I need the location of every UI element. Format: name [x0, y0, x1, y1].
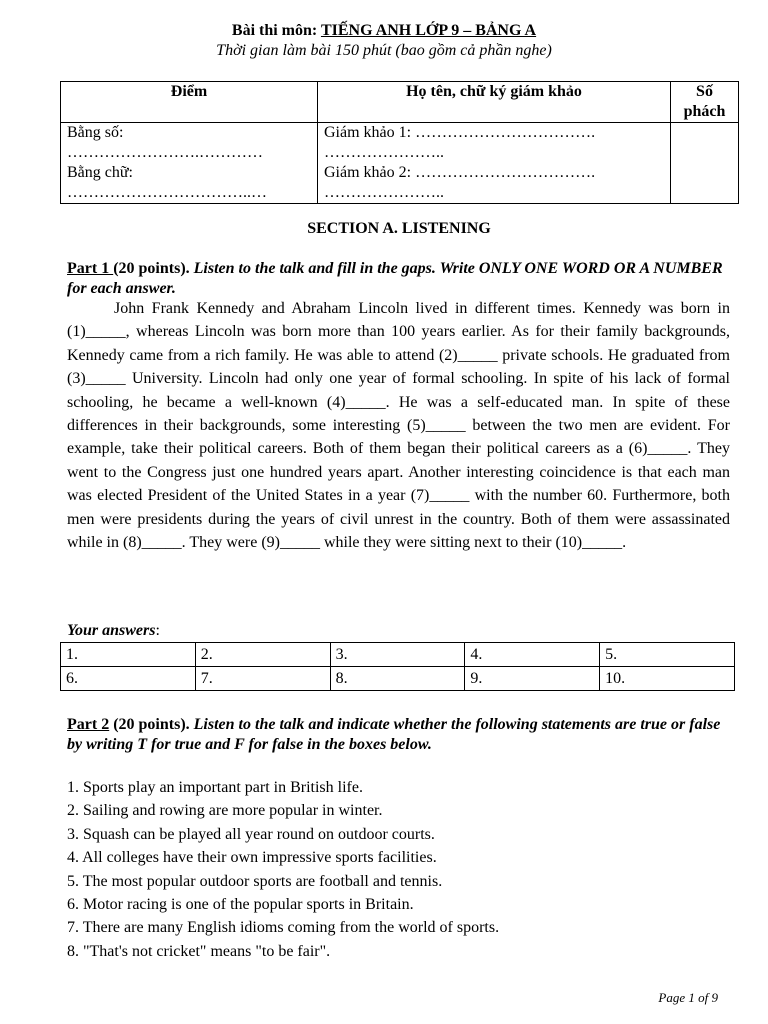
- statement-item: 7. There are many English idioms coming from the world of sports.: [67, 919, 500, 937]
- answer-cell[interactable]: 4.: [465, 643, 600, 667]
- answer-table: [60, 642, 735, 691]
- part1-points: (20 points).: [113, 260, 190, 277]
- score-words-dots: ……………………………..…: [67, 184, 267, 201]
- part1-instruction: Listen to the talk and fill in the gaps. Write ONLY ONE WORD OR A NUMBER for each answer.: [67, 260, 723, 297]
- answer-cell[interactable]: 3.: [330, 643, 465, 667]
- title-main: TIẾNG ANH LỚP 9 – BẢNG A: [320, 22, 537, 39]
- answer-row: [61, 667, 735, 691]
- your-answers-label: [67, 622, 160, 640]
- part2-points: (20 points).: [109, 716, 190, 733]
- score-cell[interactable]: [61, 123, 318, 204]
- part2-instruction: Listen to the talk and indicate whether the following statements are true or false by writing T for true and F for false in the boxes below.: [67, 716, 721, 753]
- answer-row: [61, 643, 735, 667]
- answer-cell[interactable]: 8.: [330, 667, 465, 691]
- part2-label: Part 2: [67, 716, 110, 733]
- statement-item: 2. Sailing and rowing are more popular in winter.: [67, 802, 383, 820]
- answer-cell[interactable]: 5.: [600, 643, 735, 667]
- serial-header: Số phách: [671, 82, 739, 123]
- part2-heading: [67, 715, 730, 755]
- statement-item: 1. Sports play an important part in British life.: [67, 779, 363, 796]
- title-prefix: Bài thi môn:: [231, 22, 321, 39]
- section-a-title: SECTION A. LISTENING: [307, 220, 491, 237]
- statement-item: 3. Squash can be played all year round on outdoor courts.: [67, 825, 435, 843]
- statement-item: 5. The most popular outdoor sports are football and tennis.: [67, 872, 443, 890]
- serial-cell[interactable]: [671, 123, 739, 204]
- answer-cell[interactable]: 2.: [195, 643, 330, 667]
- your-answers-colon: :: [155, 622, 160, 639]
- statement-item: 6. Motor racing is one of the popular sports in Britain.: [67, 896, 414, 914]
- answer-cell[interactable]: 9.: [465, 667, 600, 691]
- statement-item: 8. "That's not cricket" means "to be fair".: [67, 942, 331, 960]
- answer-cell[interactable]: 7.: [195, 667, 330, 691]
- examiner-header: Họ tên, chữ ký giám khảo: [318, 82, 671, 123]
- score-number-label: Bằng số:: [67, 124, 124, 141]
- part1-passage: John Frank Kennedy and Abraham Lincoln lived in different times. Kennedy was born in (1)_____, whereas Lincoln was born more than 100 years earlier. As for their family backgrounds, Kennedy came from a rich family. He was able to attend (2)_____ private schools. He graduated from (3)_____ University. Lincoln had only one year of formal schooling. In spite of his lack of formal schooling, he became a well-known (4)_____. He was a self-educated man. In spite of these differences in their backgrounds, some interesting (5)_____ between the two men are evident. For example, take their political careers. Both of them began their political careers as a (6)_____. They went to the Congress just one hundred years apart. Another interesting coincidence is that each man was elected President of the United States in a year (7)_____ with the number 60. Furthermore, both men were presidents during the years of civil unrest in the country. Both of them were assassinated while in (8)_____. They were (9)_____ while they were sitting next to their (10)_____.: [67, 300, 730, 552]
- exam-title: [0, 22, 768, 40]
- answer-cell[interactable]: 6.: [61, 667, 196, 691]
- score-number-dots: …………………….…………: [67, 144, 263, 161]
- statement-item: 4. All colleges have their own impressive sports facilities.: [67, 849, 437, 867]
- part1-heading: [67, 259, 730, 299]
- examiner-cell[interactable]: [318, 123, 671, 204]
- examiner-2-dots: …………………..: [324, 184, 444, 201]
- answer-cell[interactable]: 10.: [600, 667, 735, 691]
- answer-cell[interactable]: 1.: [61, 643, 196, 667]
- your-answers-text: Your answers: [67, 622, 156, 639]
- examiner-2-label: Giám khảo 2: …………………………….: [324, 164, 596, 181]
- part1-label: Part 1: [67, 260, 114, 277]
- examiner-1-label: Giám khảo 1: …………………………….: [324, 124, 596, 141]
- score-words-label: Bằng chữ:: [67, 164, 133, 181]
- page-number: Page 1 of 9: [658, 990, 718, 1005]
- exam-subtitle: Thời gian làm bài 150 phút (bao gồm cả phần nghe): [216, 42, 552, 59]
- part2-statements: [67, 776, 499, 963]
- score-table: [60, 81, 739, 204]
- examiner-1-dots: …………………..: [324, 144, 444, 161]
- score-header: Điểm: [61, 82, 318, 123]
